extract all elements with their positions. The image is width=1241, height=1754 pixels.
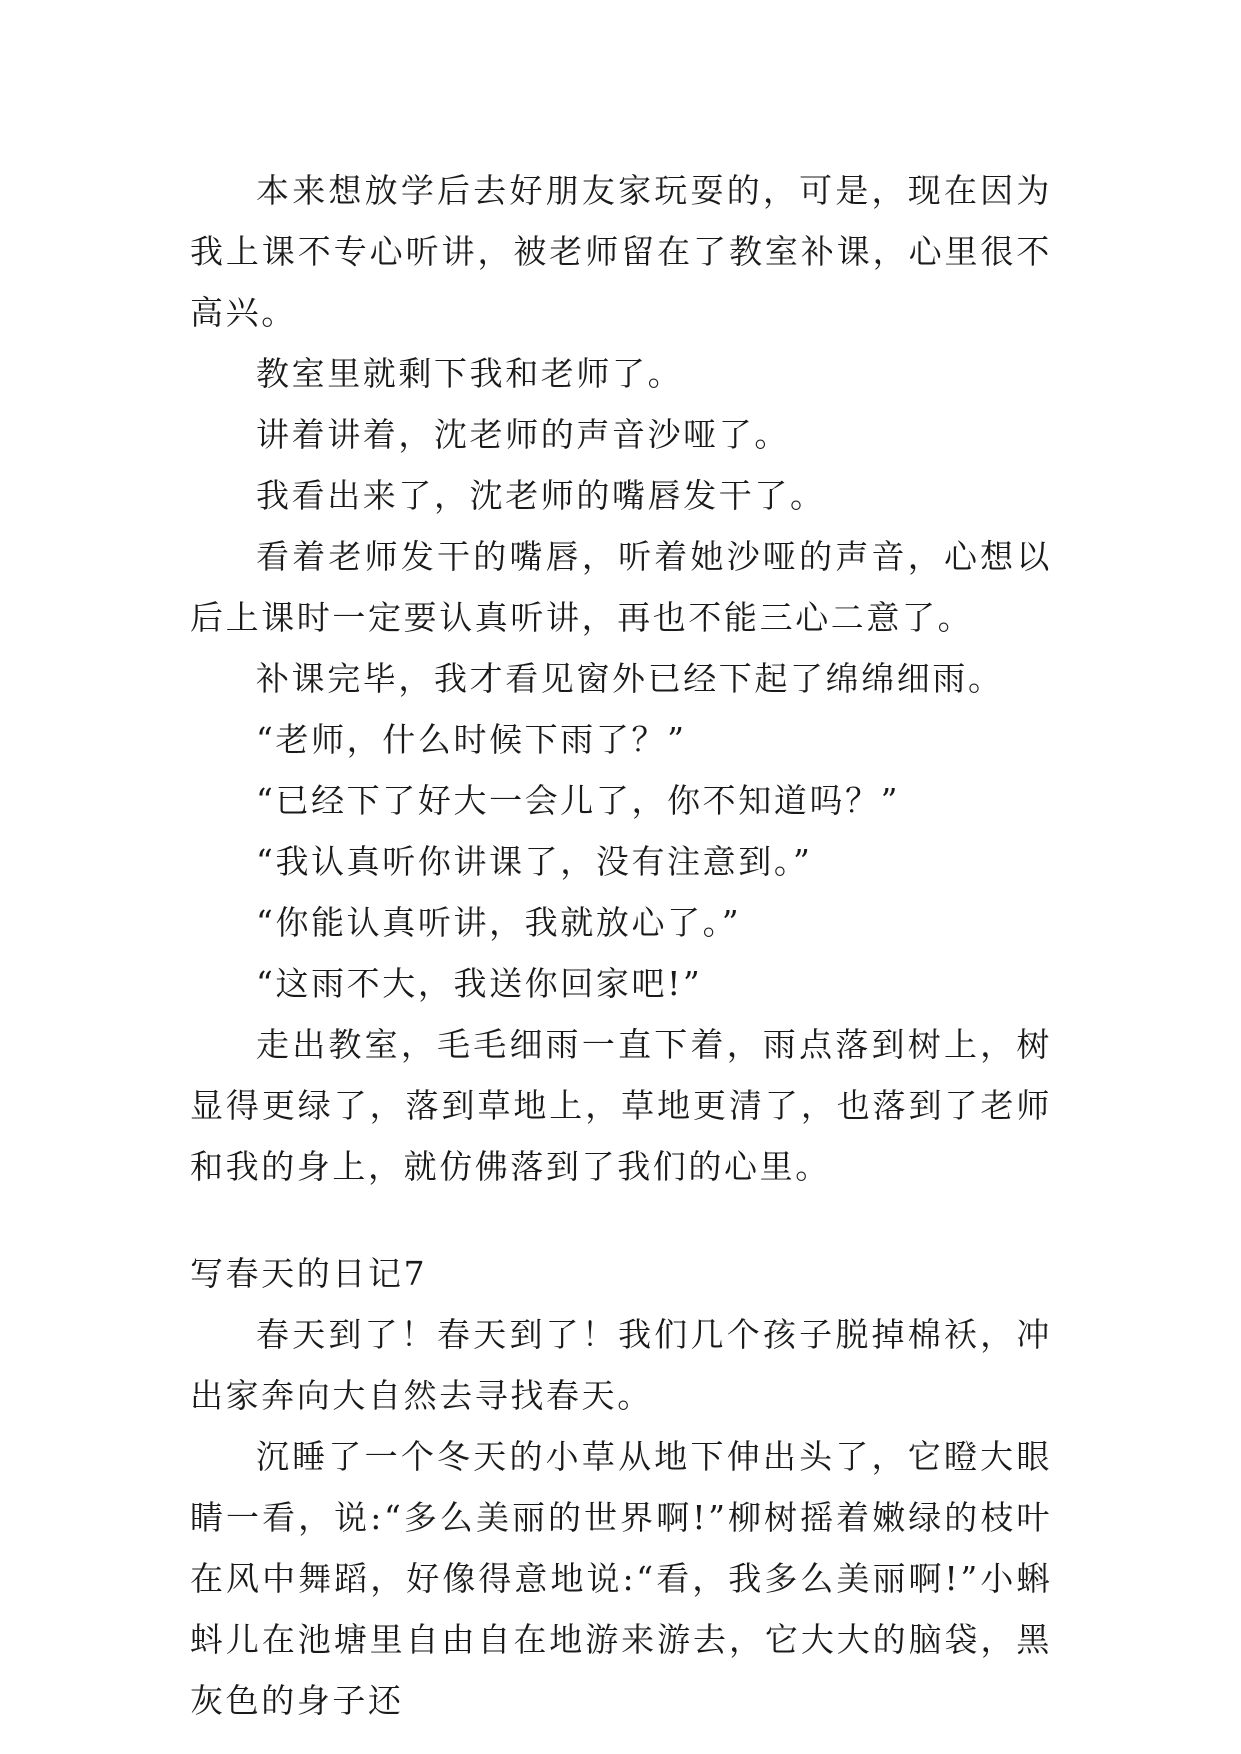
paragraph: 讲着讲着，沈老师的声音沙哑了。 [256,415,790,454]
paragraph: 春天到了！春天到了！我们几个孩子脱掉棉袄，冲出家奔向大自然去寻找春天。 [190,1315,1052,1415]
dialogue-line: “已经下了好大一会儿了，你不知道吗？” [256,781,901,820]
paragraph: 我看出来了，沈老师的嘴唇发干了。 [256,476,826,515]
paragraph: 补课完毕，我才看见窗外已经下起了绵绵细雨。 [256,659,1004,698]
paragraph: 本来想放学后去好朋友家玩耍的，可是，现在因为我上课不专心听讲，被老师留在了教室补课，心里很不高兴。 [190,171,1052,332]
section-heading: 写春天的日记7 [190,1254,428,1293]
dialogue-line: “老师，什么时候下雨了？” [256,720,687,759]
dialogue-line: “这雨不大，我送你回家吧!” [256,964,703,1003]
dialogue-line: “我认真听你讲课了，没有注意到。” [256,842,813,881]
dialogue-line: “你能认真听讲，我就放心了。” [256,903,742,942]
paragraph: 沉睡了一个冬天的小草从地下伸出头了，它瞪大眼睛一看，说:“多么美丽的世界啊!”柳树摇着嫩绿的枝叶在风中舞蹈，好像得意地说:“看，我多么美丽啊!”小蝌蚪儿在池塘里自由自在地游来游去，它大大的脑袋，黑灰色的身子还 [190,1437,1052,1720]
document-body [190,160,1052,1731]
paragraph: 教室里就剩下我和老师了。 [256,354,684,393]
paragraph: 看着老师发干的嘴唇，听着她沙哑的声音，心想以后上课时一定要认真听讲，再也不能三心二意了。 [190,537,1052,637]
paragraph: 走出教室，毛毛细雨一直下着，雨点落到树上，树显得更绿了，落到草地上，草地更清了，也落到了老师和我的身上，就仿佛落到了我们的心里。 [190,1025,1052,1186]
